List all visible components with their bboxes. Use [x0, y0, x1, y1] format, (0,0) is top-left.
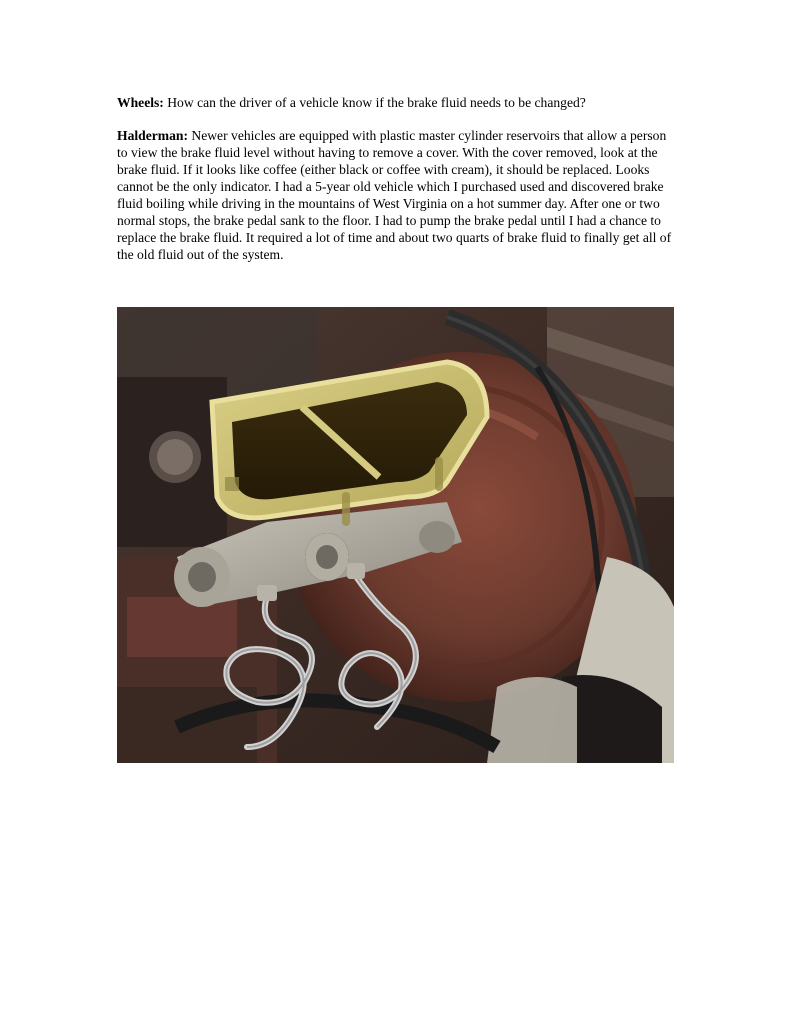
- brake-master-cylinder-photo: [117, 307, 674, 763]
- brake-line-fitting: [347, 563, 365, 579]
- photo-illustration: [117, 307, 674, 763]
- answer-paragraph: [117, 127, 677, 263]
- question-speaker: Wheels:: [117, 95, 164, 110]
- question-paragraph: [117, 94, 687, 111]
- answer-text: Newer vehicles are equipped with plastic master cylinder reservoirs that allow a person to view the brake fluid level without having to remove a cover. With the cover removed, look at the brake fluid. If it looks like coffee (either black or coffee with cream), it should be replaced. Looks cannot be the only indicator. I had a 5-year old vehicle which I purchased used and discovered brake fluid boiling while driving in the mountains of West Virginia on a hot summer day. After one or two normal stops, the brake pedal sank to the floor. I had to pump the brake pedal until I had a chance to replace the brake fluid. It required a lot of time and about two quarts of brake fluid to finally get all of the old fluid out of the system.: [117, 128, 672, 262]
- brake-line-fitting: [257, 585, 277, 601]
- answer-speaker: Halderman:: [117, 128, 188, 143]
- question-text: How can the driver of a vehicle know if the brake fluid needs to be changed?: [167, 95, 586, 110]
